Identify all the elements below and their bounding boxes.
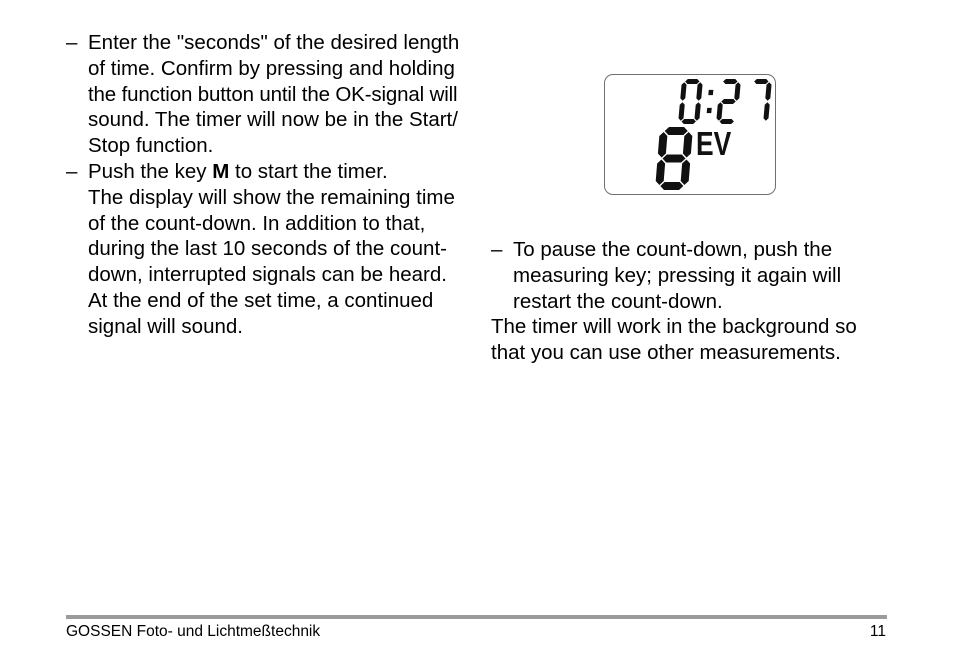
lcd-time-readout — [679, 79, 772, 124]
text-line: Enter the "seconds" of the desired length — [88, 31, 460, 54]
page-number: 11 — [869, 623, 886, 640]
left-column — [66, 30, 459, 340]
text-line — [88, 159, 459, 185]
lcd-segment-a — [665, 127, 688, 135]
lcd-unit-label: EV — [696, 124, 732, 162]
lcd-segment-e — [656, 160, 665, 186]
footer-rule — [66, 615, 887, 619]
text-line: that you can use other measurements. — [491, 341, 841, 365]
text-line: of the count-down. In addition to that, — [88, 211, 426, 235]
lcd-segment-g — [721, 99, 735, 104]
bullet-dash: – — [491, 238, 503, 261]
text-line: restart the count-down. — [513, 289, 723, 313]
lcd-segment-f — [658, 132, 667, 158]
text-run: to start the timer. — [229, 159, 388, 183]
text-run: Push the key — [88, 159, 213, 183]
text-line: sound. The timer will now be in the Start/ — [88, 108, 458, 132]
lcd-large-digit — [656, 127, 693, 190]
text-line: The timer will work in the background so — [491, 315, 857, 339]
lcd-segment-g — [663, 155, 686, 163]
lcd-segment-c — [764, 102, 770, 120]
lcd-glyph — [679, 79, 703, 124]
lcd-segment-c — [695, 102, 701, 120]
lcd-segment-e — [717, 102, 723, 120]
text-line: during the last 10 seconds of the count- — [88, 237, 447, 261]
text-line: of time. Confirm by pressing and holding — [88, 56, 455, 80]
instruction-item-enter-seconds — [66, 30, 459, 159]
instruction-item-start-timer — [66, 159, 459, 340]
lcd-segment-d — [660, 182, 683, 190]
lcd-display — [604, 74, 776, 195]
text-line: the function button until the OK-signal will — [88, 82, 458, 106]
lcd-segment-a — [754, 79, 768, 84]
text-line: The display will show the remaining time — [88, 185, 455, 209]
lcd-segment-graphics — [604, 74, 776, 195]
bullet-dash: – — [66, 31, 78, 54]
text-line: down, interrupted signals can be heard. — [88, 263, 447, 287]
text-line: signal will sound. — [88, 314, 243, 338]
lcd-segment-b — [765, 82, 771, 100]
lcd-segment-a — [723, 79, 737, 84]
text-line: To pause the count-down, push the — [513, 238, 833, 261]
lcd-segment-b — [696, 82, 702, 100]
lcd-segment-d — [720, 119, 734, 124]
key-label-m: M — [212, 159, 230, 183]
lcd-glyph — [656, 127, 693, 190]
lcd-segment-b — [734, 82, 740, 100]
right-column — [491, 237, 857, 366]
lcd-segment-b — [683, 132, 692, 158]
lcd-glyph — [754, 79, 771, 121]
lcd-segment-c — [681, 160, 690, 186]
background-note-paragraph — [491, 314, 857, 366]
instruction-item-pause — [491, 237, 857, 314]
lcd-colon-dot — [707, 108, 712, 113]
lcd-segment-f — [680, 82, 686, 100]
bullet-dash: – — [66, 159, 78, 183]
footer-publisher: GOSSEN Foto- und Lichtmeßtechnik — [66, 623, 321, 640]
text-line: measuring key; pressing it again will — [513, 263, 842, 287]
text-line: Stop function. — [88, 134, 214, 158]
lcd-segment-e — [679, 102, 685, 120]
lcd-segment-d — [682, 119, 696, 124]
text-line: At the end of the set time, a continued — [88, 288, 434, 312]
lcd-segment-a — [685, 79, 699, 84]
lcd-glyph — [717, 79, 741, 124]
lcd-colon-dot — [708, 90, 713, 95]
